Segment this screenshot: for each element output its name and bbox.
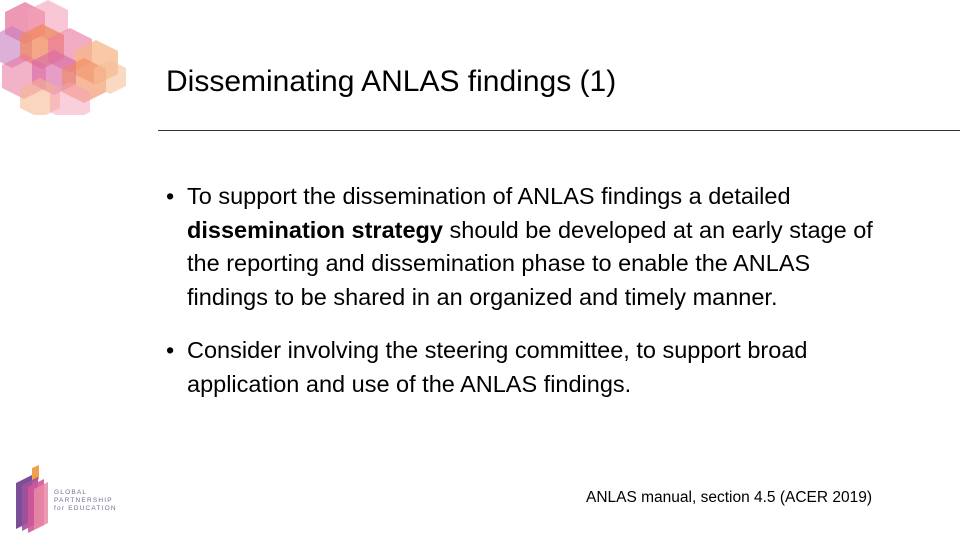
source-citation: ANLAS manual, section 4.5 (ACER 2019) — [586, 489, 873, 506]
book-stack-logo-icon — [12, 465, 52, 533]
bullet-text-part: should be developed at an early stage of the reporting and dissemination phase to enable the ANLAS findings to be shared in an organized and timely manner. — [187, 216, 873, 310]
bullet-text-part: To support the dissemination of ANLAS findings a detailed — [187, 183, 791, 209]
hexagon-pattern-decoration — [0, 0, 130, 115]
logo-line: GLOBAL — [54, 489, 88, 496]
bullet-text — [187, 183, 873, 310]
gpe-logo — [12, 465, 122, 533]
logo-line: PARTNERSHIP — [54, 496, 113, 504]
bullet-item-strategy — [166, 180, 886, 314]
logo-line: for EDUCATION — [54, 504, 117, 512]
slide-title: Disseminating ANLAS findings (1) — [166, 65, 617, 98]
bullet-emphasis: dissemination strategy — [187, 216, 443, 243]
bullet-item-steering-committee — [166, 334, 886, 401]
title-divider — [158, 130, 960, 131]
bullet-list — [166, 180, 886, 421]
gpe-wordmark — [54, 489, 117, 512]
bullet-marker: • — [166, 183, 175, 209]
bullet-marker: • — [166, 337, 175, 363]
bullet-text: Consider involving the steering committee, to support broad application and use of the ANLAS findings. — [187, 337, 808, 397]
